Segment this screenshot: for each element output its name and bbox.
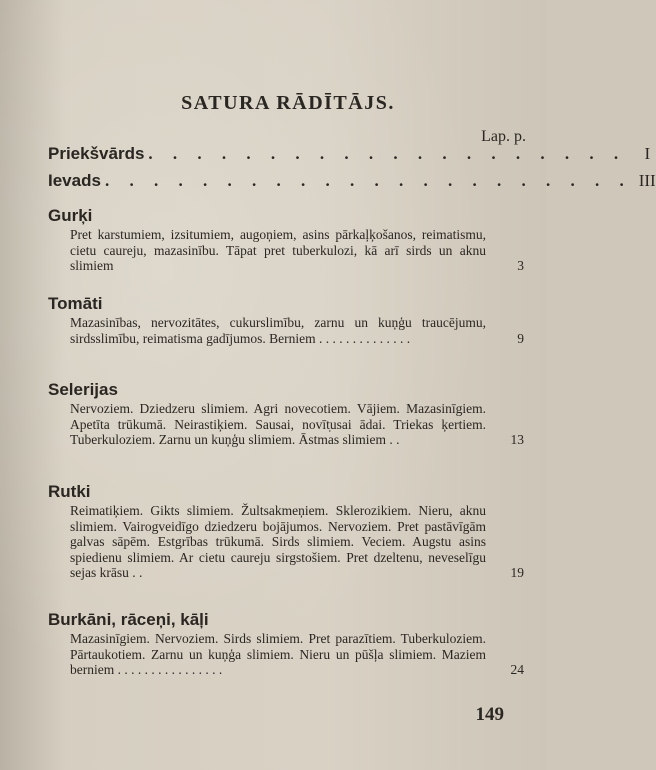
dot-leader: . . . . . . . . . . . . . . . . . . . . . . [104, 171, 632, 190]
section-page: 19 [510, 565, 524, 580]
toc-entry-page: III [638, 171, 656, 190]
section-body [70, 227, 524, 274]
section-description: Reimatiķiem. Gikts slimiem. Žultsakmeņiem. Sklerozikiem. Nieru, aknu slimiem. Vairogveidīgo dziedzeru bojājumos. Nervoziem. Pret pastāvīgām galvas sāpēm. Estgrības trūkumā. Sirds slimiem. Veciem. Augstu asins spiedienu slimiem. Ar cietu caureju sirgstošiem. Pret dzeltenu, neveselīgu sejas krāsu . . [70, 503, 486, 580]
section-description: Mazasinības, nervozitātes, cukurslimību, zarnu un kuņģu traucējumu, sirdsslimību, reimatisma gadījumos. Berniem . . . . . . . . . . . . . . [70, 315, 486, 346]
section-title: Selerijas [48, 380, 118, 399]
toc-section-carrots-turnips-rutabagas [48, 610, 526, 678]
section-page: 9 [517, 330, 524, 346]
page-number: 149 [475, 704, 504, 725]
page-title: SATURA RĀDĪTĀJS. [181, 92, 395, 114]
page-column-header: Lap. p. [481, 128, 526, 145]
section-title: Gurķi [48, 206, 93, 225]
toc-section-celery [48, 380, 526, 448]
section-page: 24 [510, 662, 524, 677]
toc-entry-label: Priekšvārds [48, 144, 145, 163]
section-page: 3 [517, 258, 524, 273]
section-body [70, 631, 524, 678]
dot-leader: . . . . . . . . . . . . . . . . . . . . [148, 144, 627, 163]
section-body [70, 503, 524, 581]
toc-entry-preface [48, 144, 651, 164]
toc-entry-page: I [644, 144, 651, 163]
toc-entry-label: Ievads [48, 171, 101, 190]
section-title: Burkāni, rāceņi, kāļi [48, 610, 209, 629]
toc-entry-introduction [48, 171, 656, 191]
toc-section-tomatoes [48, 294, 526, 346]
section-body [70, 401, 524, 448]
toc-section-radishes [48, 482, 526, 581]
section-page: 13 [510, 432, 524, 447]
section-body [70, 315, 524, 346]
section-description: Pret karstumiem, izsitumiem, augoņiem, asins pārkaļķošanos, reimatismu, cietu caureju, mazasinību. Tāpat pret tuberkulozi, kā arī sirds un aknu slimiem [70, 227, 486, 273]
section-description: Nervoziem. Dziedzeru slimiem. Agri novecotiem. Vājiem. Mazasinīgiem. Apetīta trūkumā. Neirastiķiem. Sausai, novīt̩usai ādai. Triekas ķertiem. Tuberkuloziem. Zarnu un kuņģu slimiem. Āstmas slimiem . . [70, 401, 486, 447]
section-title: Tomāti [48, 294, 103, 313]
section-description: Mazasinīgiem. Nervoziem. Sirds slimiem. Pret parazītiem. Tuberkuloziem. Pārtaukotiem. Zarnu un kuņģa slimiem. Nieru un pūšļa slimiem. Maziem berniem . . . . . . . . . . . . . . . . [70, 631, 486, 677]
toc-section-cucumbers [48, 206, 526, 274]
section-title: Rutki [48, 482, 91, 501]
